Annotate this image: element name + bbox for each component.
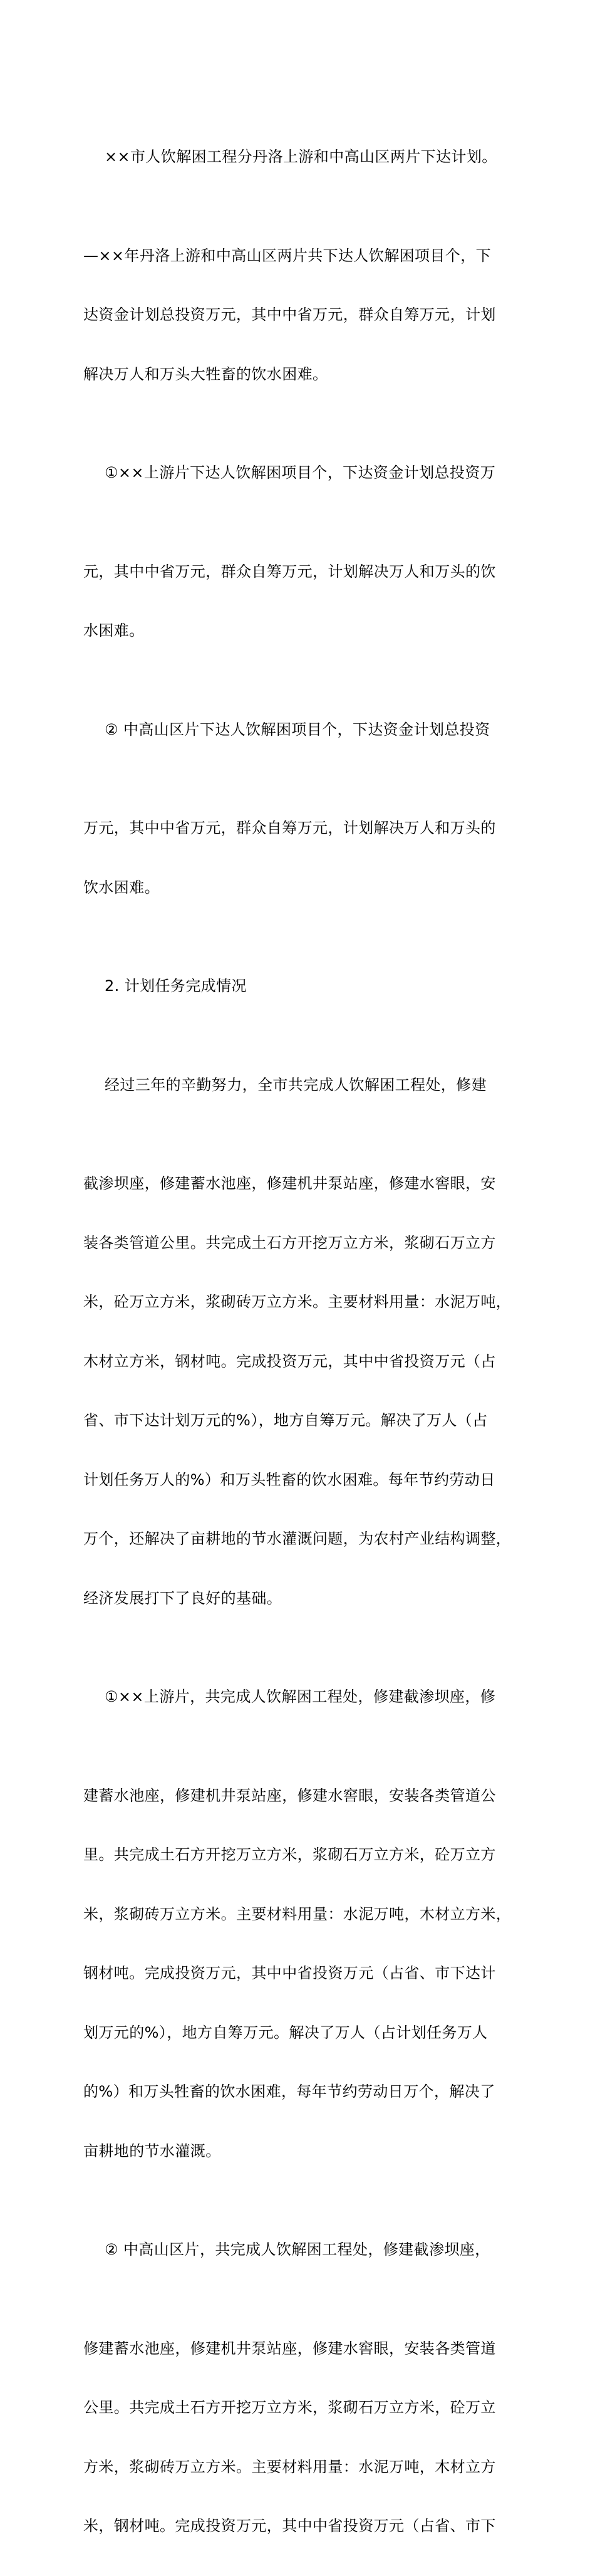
paragraph-upstream-plan [83, 424, 515, 523]
text-line: 万个，还解决了亩耕地的节水灌溉问题，为农村产业结构调整， [83, 1530, 512, 1547]
text-line: 米，砼万立方米，浆砌砖万立方米。主要材料用量：水泥万吨， [83, 1293, 512, 1311]
text-line: 米，浆砌砖万立方米。主要材料用量：水泥万吨，木材立方米， [83, 1905, 512, 1923]
text-line: 亩耕地的节水灌溉。 [83, 2142, 221, 2160]
paragraph-completion-summary [83, 1036, 515, 1135]
text-line: 米，钢材吨。完成投资万元，其中中省投资万元（占省、市下 [83, 2517, 496, 2535]
text-line: 方米，浆砌砖万立方米。主要材料用量：水泥万吨，木材立方 [83, 2458, 496, 2476]
text-line: 经过三年的辛勤努力，全市共完成人饮解困工程处，修建 [105, 1076, 487, 1094]
text-line: ② 中高山区片下达人饮解困项目个，下达资金计划总投资 [105, 720, 490, 738]
text-line: —××年丹洛上游和中高山区两片共下达人饮解困项目个，下 [83, 246, 492, 264]
text-line: 建蓄水池座，修建机井泵站座，修建水窖眼，安装各类管道公 [83, 1786, 496, 1804]
text-line: 木材立方米，钢材吨。完成投资万元，其中中省投资万元（占 [83, 1352, 496, 1370]
document-body [83, 108, 515, 2576]
text-line: 的%）和万头牲畜的饮水困难，每年节约劳动日万个，解决了 [83, 2083, 495, 2100]
text-line: ①××上游片下达人饮解困项目个，下达资金计划总投资万 [105, 464, 496, 481]
paragraph-upstream-completion [83, 1648, 515, 1747]
text-line: 里。共完成土石方开挖万立方米，浆砌石万立方米，砼万立方 [83, 1846, 496, 1863]
paragraph-highland-plan [83, 681, 515, 780]
paragraph-highland-plan-continued [83, 779, 515, 937]
text-line: ② 中高山区片，共完成人饮解困工程处，修建截渗坝座， [105, 2241, 490, 2258]
text-line: 经济发展打下了良好的基础。 [83, 1589, 282, 1607]
text-line: 截渗坝座，修建蓄水池座，修建机井泵站座，修建水窖眼，安 [83, 1175, 496, 1192]
paragraph-highland-completion [83, 2201, 515, 2300]
text-line: 解决万人和万头大牲畜的饮水困难。 [83, 365, 328, 383]
text-line: 省、市下达计划万元的%），地方自筹万元。解决了万人（占 [83, 1411, 488, 1429]
text-line: ①××上游片，共完成人饮解困工程处，修建截渗坝座，修 [105, 1688, 496, 1705]
text-line: 饮水困难。 [83, 878, 160, 896]
paragraph-overview [83, 108, 515, 207]
paragraph-overview-continued [83, 207, 515, 424]
paragraph-highland-completion-continued [83, 2300, 515, 2576]
text-line: 装各类管道公里。共完成土石方开挖万立方米，浆砌石万立方 [83, 1233, 496, 1252]
text-line: 修建蓄水池座，修建机井泵站座，修建水窖眼，安装各类管道 [83, 2339, 496, 2357]
text-line: 万元，其中中省万元，群众自筹万元，计划解决万人和万头的 [83, 819, 496, 837]
text-line: 达资金计划总投资万元，其中中省万元，群众自筹万元，计划 [83, 306, 496, 323]
text-line: ××市人饮解困工程分丹洛上游和中高山区两片下达计划。 [105, 148, 497, 165]
text-line: 元，其中中省万元，群众自筹万元，计划解决万人和万头的饮 [83, 562, 496, 580]
text-line: 水困难。 [83, 622, 145, 639]
text-line: 计划任务万人的%）和万头牲畜的饮水困难。每年节约劳动日 [83, 1470, 495, 1489]
section-heading-completion [83, 937, 515, 1036]
text-line: 2. 计划任务完成情况 [105, 977, 247, 995]
text-line: 公里。共完成土石方开挖万立方米，浆砌石万立方米，砼万立 [83, 2399, 496, 2416]
paragraph-upstream-completion-continued [83, 1747, 515, 2201]
text-line: 划万元的%），地方自筹万元。解决了万人（占计划任务万人 [83, 2023, 488, 2041]
text-line: 钢材吨。完成投资万元，其中中省投资万元（占省、市下达计 [83, 1964, 496, 1982]
paragraph-upstream-plan-continued [83, 523, 515, 681]
paragraph-completion-summary-continued [83, 1134, 515, 1648]
